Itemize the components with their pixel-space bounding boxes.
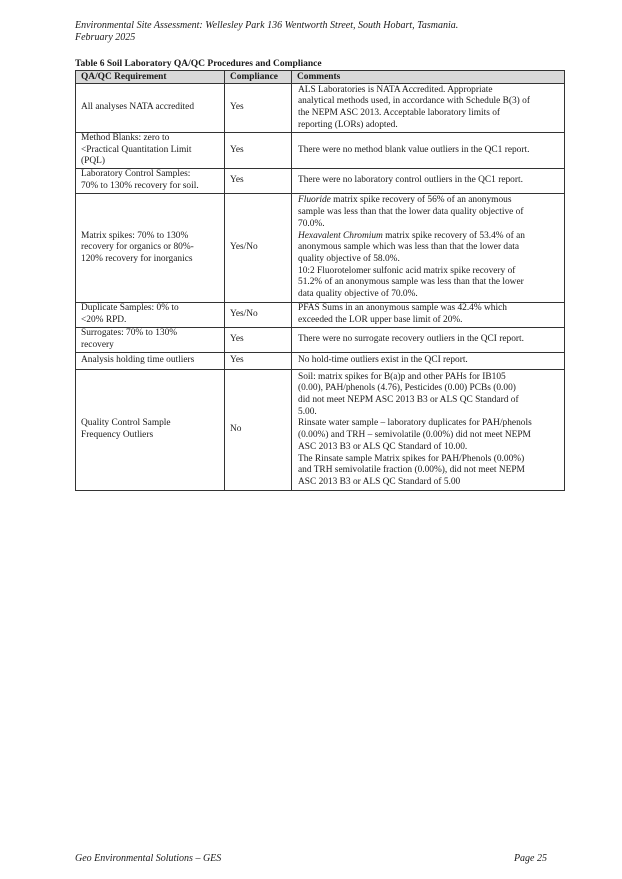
comment-line: PFAS Sums in an anonymous sample was 42.4% which [298,303,507,314]
column-header-comments: Comments [292,71,565,84]
footer-company: Geo Environmental Solutions – GES [75,853,222,864]
requirement-line: Frequency Outliers [81,430,154,441]
compliance-cell: Yes/No [225,303,292,328]
comment-line: The Rinsate sample Matrix spikes for PAH/Phenols (0.00%) [298,453,525,464]
comment-line: ASC 2013 B3 or ALS QC Standard of 10.00. [298,441,468,452]
requirement-line: <20% RPD. [81,315,127,326]
requirement-line: Surrogates: 70% to 130% [81,328,178,339]
comment-line: analytical methods used, in accordance with Schedule B(3) of [298,96,530,107]
analyte-name: Fluoride [298,195,331,206]
requirement-line: 70% to 130% recovery for soil. [81,181,199,192]
comment-line: No hold-time outliers exist in the QCI report. [298,355,468,366]
comment-line: 70.0%. [298,218,325,229]
requirement-cell [76,169,225,194]
table-row [76,194,565,303]
requirement-cell [76,194,225,303]
comment-line: 5.00. [298,406,317,417]
requirement-cell [76,370,225,491]
comment-line: There were no laboratory control outliers in the QC1 report. [298,175,523,186]
requirement-line: Method Blanks: zero to [81,133,170,143]
table-row [76,328,565,353]
analyte-name: Hexavalent Chromium [298,230,383,241]
column-header-requirement: QA/QC Requirement [76,71,225,84]
qa-qc-table [75,70,565,491]
table-row [76,353,565,370]
comments-cell [292,370,565,491]
comment-line: quality objective of 58.0%. [298,253,400,264]
requirement-line: Quality Control Sample [81,418,171,429]
comment-line: ALS Laboratories is NATA Accredited. Appropriate [298,84,493,95]
comments-cell [292,169,565,194]
header-date: February 2025 [75,32,136,43]
comment-line: the NEPM ASC 2013. Acceptable laboratory limits of [298,108,501,118]
requirement-line: Laboratory Control Samples: [81,169,191,180]
comment-line: sample was less than that the lower data quality objective of [298,207,524,218]
comment-line: There were no surrogate recovery outliers in the QCI report. [298,334,524,345]
table-row [76,370,565,491]
comment-line: anonymous sample which was less than that the lower data [298,242,520,253]
comment-line: exceeded the LOR upper base limit of 20%. [298,315,463,326]
comment-line: and TRH semivolatile fraction (0.00%), did not meet NEPM [298,465,525,476]
comments-cell [292,328,565,353]
comments-cell [292,133,565,169]
table-row [76,169,565,194]
comment-text: matrix spike recovery of 56% of an anonymous [330,195,512,206]
table-row [76,84,565,133]
requirement-cell [76,353,225,370]
comments-cell [292,194,565,303]
comments-cell [292,353,565,370]
comment-line: 51.2% of an anonymous sample was less than that the lower [298,277,524,288]
comment-line: ASC 2013 B3 or ALS QC Standard of 5.00 [298,476,461,487]
comment-line: reporting (LORs) adopted. [298,119,398,130]
compliance-cell: Yes [225,328,292,353]
page-number: Page 25 [513,853,547,864]
requirement-cell [76,303,225,328]
requirement-line: recovery for organics or 80%- [81,242,194,253]
comments-cell [292,84,565,133]
requirement-line: recovery [81,340,114,351]
table-header-row [76,71,565,84]
comment-line [298,195,558,207]
comment-line: Soil: matrix spikes for B(a)p and other PAHs for IB105 [298,371,506,382]
compliance-cell: Yes [225,133,292,169]
requirement-cell [76,84,225,133]
compliance-cell: Yes [225,169,292,194]
comment-text: matrix spike recovery of 53.4% of an [382,230,525,241]
requirement-line: Matrix spikes: 70% to 130% [81,230,189,241]
comment-line: (0.00%) and TRH – semivolatile (0.00%) did not meet NEPM [298,430,531,441]
requirement-line: (PQL) [81,156,105,167]
requirement-line: Analysis holding time outliers [81,355,195,366]
header-title: Environmental Site Assessment: Wellesley Park 136 Wentworth Street, South Hobart, Tasmania. [75,20,459,31]
table-row [76,303,565,328]
comment-line [298,231,558,243]
comment-line: Rinsate water sample – laboratory duplicates for PAH/phenols [298,418,532,429]
requirement-line: Duplicate Samples: 0% to [81,303,179,314]
column-header-compliance: Compliance [225,71,292,84]
table-caption: Table 6 Soil Laboratory QA/QC Procedures and Compliance [75,59,322,69]
compliance-cell: Yes [225,84,292,133]
compliance-cell: Yes [225,353,292,370]
table-row [76,133,565,169]
comment-line: data quality objective of 70.0%. [298,289,418,300]
comment-line: 10:2 Fluorotelomer sulfonic acid matrix spike recovery of [298,265,516,276]
requirement-line: All analyses NATA accredited [81,102,195,113]
requirement-line: 120% recovery for inorganics [81,253,193,264]
requirement-cell [76,328,225,353]
requirement-line: <Practical Quantitation Limit [81,144,192,155]
comment-line: did not meet NEPM ASC 2013 B3 or ALS QC Standard of [298,395,519,405]
page-header [75,20,575,44]
comment-line: (0.00), PAH/phenols (4.76), Pesticides (0.00) PCBs (0.00) [298,383,516,394]
comments-cell [292,303,565,328]
compliance-cell: Yes/No [225,194,292,303]
compliance-cell: No [225,370,292,491]
requirement-cell [76,133,225,169]
comment-line: There were no method blank value outliers in the QC1 report. [298,144,530,155]
